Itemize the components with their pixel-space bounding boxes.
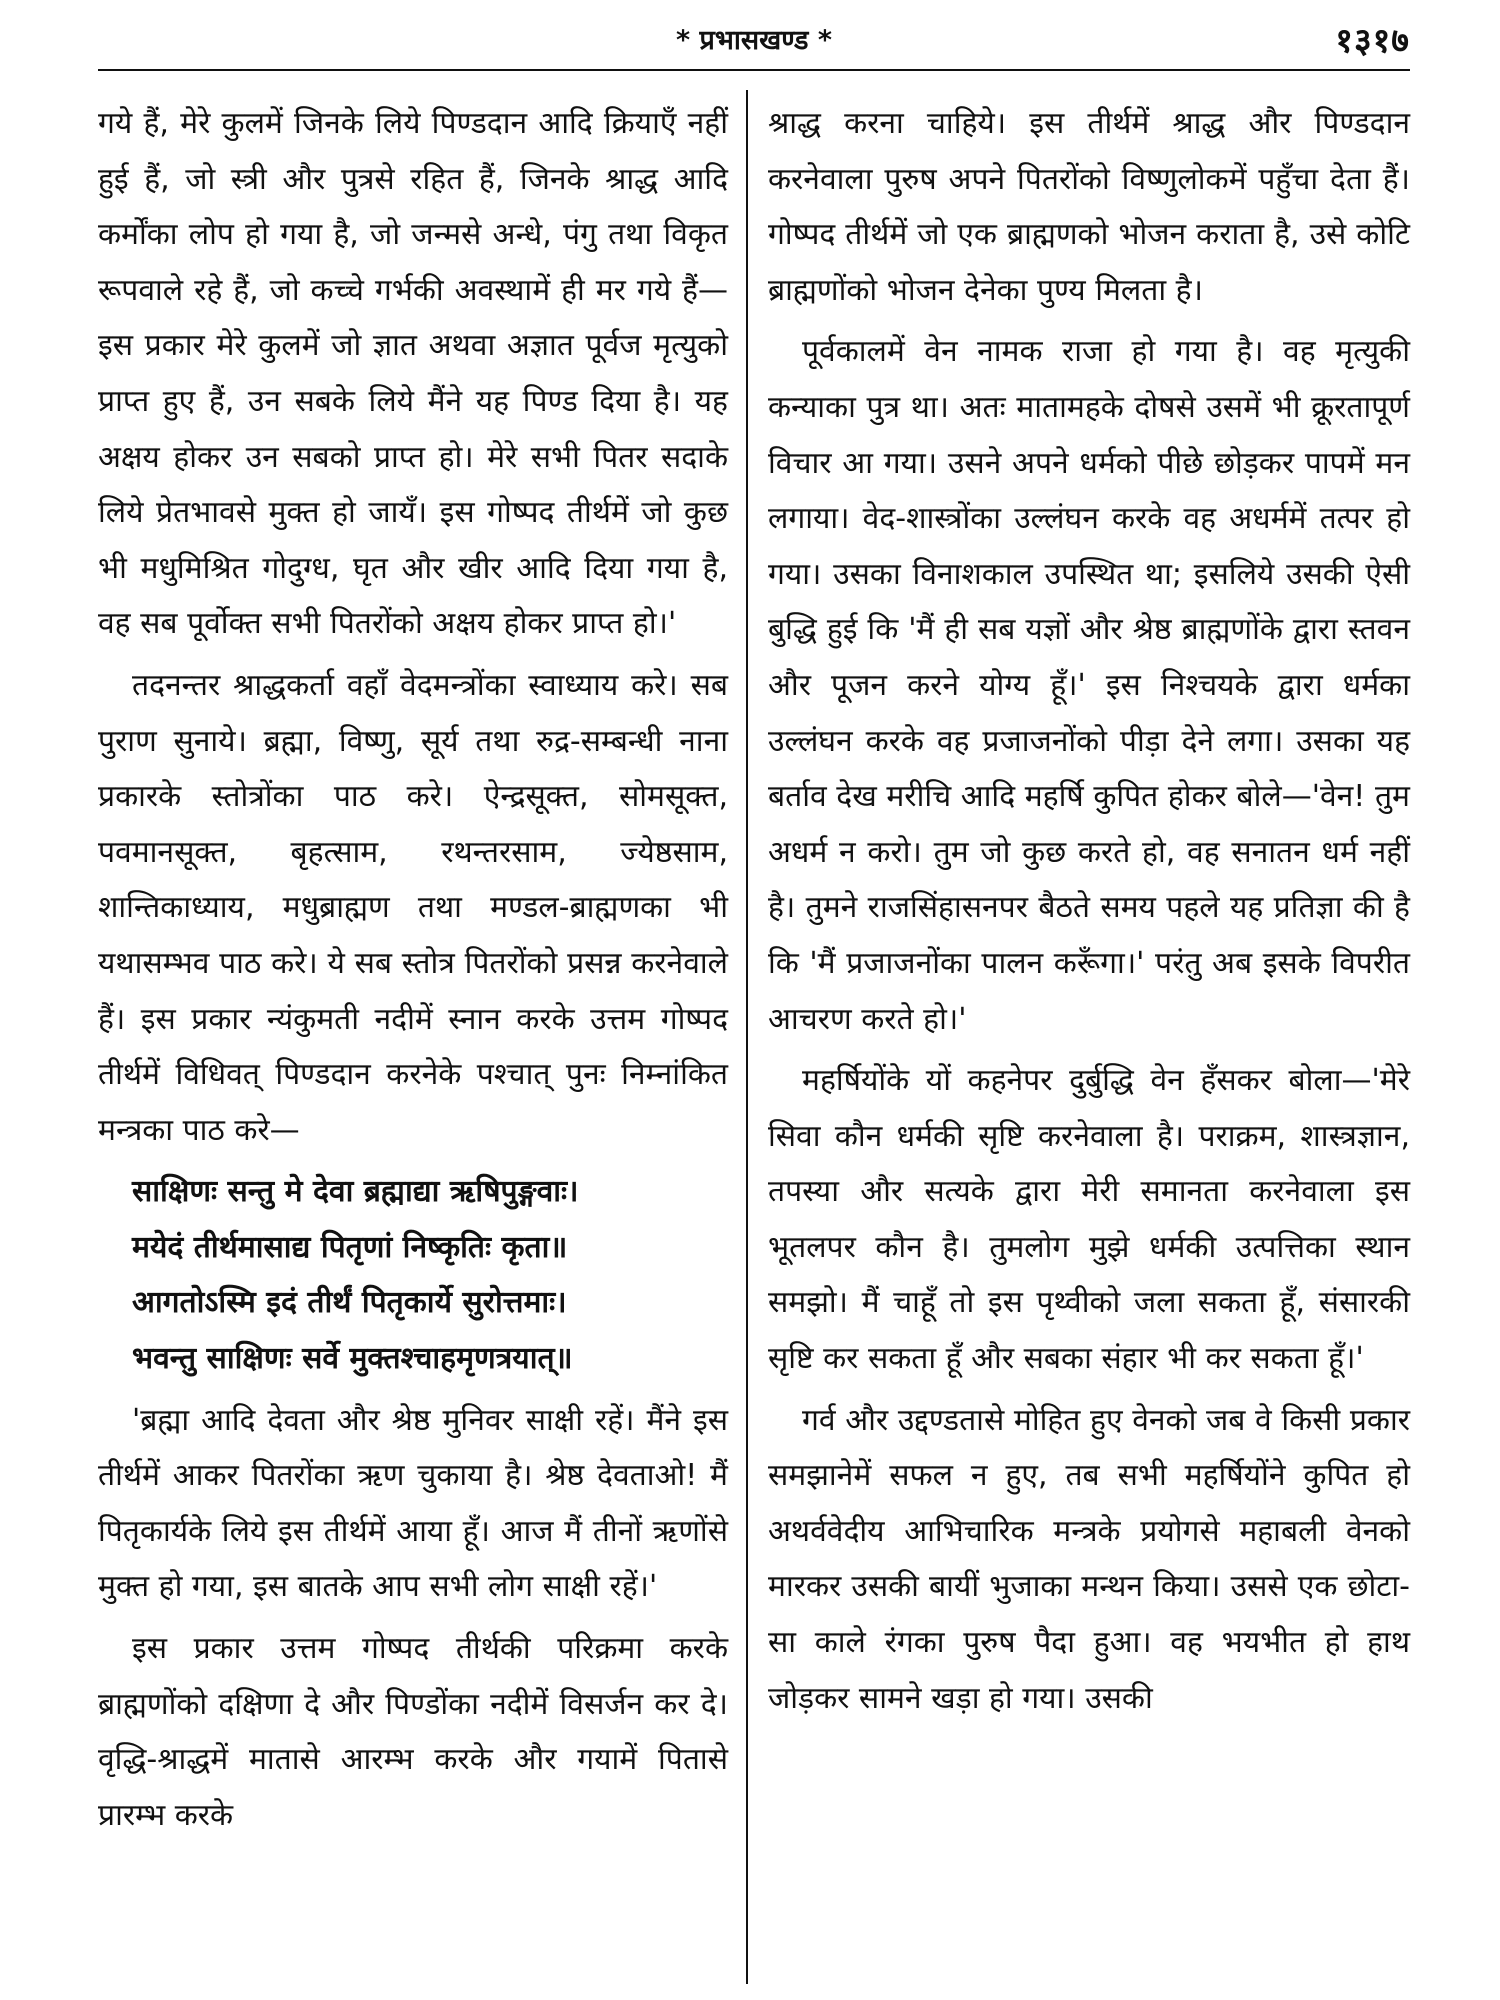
right-paragraph-1: श्राद्ध करना चाहिये। इस तीर्थमें श्राद्ध और पिण्डदान करनेवाला पुरुष अपने पितरोंको विष्णुलोकमें पहुँचा देता हैं। गोष्पद तीर्थमें जो एक ब्राह्मणको भोजन कराता है, उसे कोटि ब्राह्मणोंको भोजन देनेका पुण्य मिलता है। bbox=[768, 106, 1410, 308]
verse-line-2: मयेदं तीर्थमासाद्य पितृणां निष्कृतिः कृता॥ bbox=[132, 1229, 568, 1265]
left-paragraph-1: गये हैं, मेरे कुलमें जिनके लिये पिण्डदान आदि क्रियाएँ नहीं हुई हैं, जो स्त्री और पुत्रसे रहित हैं, जिनके श्राद्ध आदि कर्मोंका लोप हो गया है, जो जन्मसे अन्धे, पंगु तथा विकृत रूपवाले रहे हैं, जो कच्चे गर्भकी अवस्थामें ही मर गये हैं— इस प्रकार मेरे कुलमें जो ज्ञात अथवा अज्ञात पूर्वज मृत्युको प्राप्त हुए हैं, उन सबके लिये मैंने यह पिण्ड दिया है। यह अक्षय होकर उन सबको प्राप्त हो। मेरे सभी पितर सदाके लिये प्रेतभावसे मुक्त हो जायँ। इस गोष्पद तीर्थमें जो कुछ भी मधुमिश्रित गोदुग्ध, घृत और खीर आदि दिया गया है, वह सब पूर्वोक्त सभी पितरोंको अक्षय होकर प्राप्त हो।' bbox=[98, 106, 728, 642]
left-paragraph-3: 'ब्रह्मा आदि देवता और श्रेष्ठ मुनिवर साक्षी रहें। मैंने इस तीर्थमें आकर पितरोंका ऋण चुकाया है। श्रेष्ठ देवताओ! मैं पितृकार्यके लिये इस तीर्थमें आया हूँ। आज मैं तीनों ऋणोंसे मुक्त हो गया, इस बातके आप सभी लोग साक्षी रहें।' bbox=[98, 1402, 728, 1605]
sanskrit-verse bbox=[132, 1164, 728, 1386]
left-column bbox=[98, 96, 728, 1843]
right-paragraph-3: महर्षियोंके यों कहनेपर दुर्बुद्धि वेन हँसकर बोला—'मेरे सिवा कौन धर्मकी सृष्टि करनेवाला है। पराक्रम, शास्त्रज्ञान, तपस्या और सत्यके द्वारा मेरी समानता करनेवाला इस भूतलपर कौन है। तुमलोग मुझे धर्मकी उत्पत्तिका स्थान समझो। मैं चाहूँ तो इस पृथ्वीको जला सकता हूँ, संसारकी सृष्टि कर सकता हूँ और सबका संहार भी कर सकता हूँ।' bbox=[768, 1063, 1410, 1377]
header-rule bbox=[98, 69, 1410, 71]
left-paragraph-4: इस प्रकार उत्तम गोष्पद तीर्थकी परिक्रमा करके ब्राह्मणोंको दक्षिणा दे और पिण्डोंका नदीमें विसर्जन कर दे। वृद्धि-श्राद्धमें मातासे आरम्भ करके और गयामें पितासे प्रारम्भ करके bbox=[98, 1631, 728, 1833]
page-number: १३१७ bbox=[1335, 21, 1410, 61]
verse-line-1: साक्षिणः सन्तु मे देवा ब्रह्माद्या ऋषिपुङ्गवाः। bbox=[132, 1174, 579, 1210]
right-paragraph-4: गर्व और उद्दण्डतासे मोहित हुए वेनको जब वे किसी प्रकार समझानेमें सफल न हुए, तब सभी महर्षियोंने कुपित हो अथर्ववेदीय आभिचारिक मन्त्रके प्रयोगसे महाबली वेनको मारकर उसकी बायीं भुजाका मन्थन किया। उससे एक छोटा-सा काले रंगका पुरुष पैदा हुआ। वह भयभीत हो हाथ जोड़कर सामने खड़ा हो गया। उसकी bbox=[768, 1402, 1410, 1716]
page-header bbox=[98, 14, 1410, 64]
column-divider bbox=[746, 90, 748, 1984]
section-title: * प्रभासखण्ड * bbox=[676, 25, 832, 56]
right-column bbox=[768, 96, 1410, 1726]
right-paragraph-2: पूर्वकालमें वेन नामक राजा हो गया है। वह मृत्युकी कन्याका पुत्र था। अतः मातामहके दोषसे उसमें भी क्रूरतापूर्ण विचार आ गया। उसने अपने धर्मको पीछे छोड़कर पापमें मन लगाया। वेद-शास्त्रोंका उल्लंघन करके वह अधर्ममें तत्पर हो गया। उसका विनाशकाल उपस्थित था; इसलिये उसकी ऐसी बुद्धि हुई कि 'मैं ही सब यज्ञों और श्रेष्ठ ब्राह्मणोंके द्वारा स्तवन और पूजन करने योग्य हूँ।' इस निश्चयके द्वारा धर्मका उल्लंघन करके वह प्रजाजनोंको पीड़ा देने लगा। उसका यह बर्ताव देख मरीचि आदि महर्षि कुपित होकर बोले—'वेन! तुम अधर्म न करो। तुम जो कुछ करते हो, वह सनातन धर्म नहीं है। तुमने राजसिंहासनपर बैठते समय पहले यह प्रतिज्ञा की है कि 'मैं प्रजाजनोंका पालन करूँगा।' परंतु अब इसके विपरीत आचरण करते हो।' bbox=[768, 334, 1410, 1037]
left-paragraph-2: तदनन्तर श्राद्धकर्ता वहाँ वेदमन्त्रोंका स्वाध्याय करे। सब पुराण सुनाये। ब्रह्मा, विष्णु, सूर्य तथा रुद्र-सम्बन्धी नाना प्रकारके स्तोत्रोंका पाठ करे। ऐन्द्रसूक्त, सोमसूक्त, पवमानसूक्त, बृहत्साम, रथन्तरसाम, ज्येष्ठसाम, शान्तिकाध्याय, मधुब्राह्मण तथा मण्डल-ब्राह्मणका भी यथासम्भव पाठ करे। ये सब स्तोत्र पितरोंको प्रसन्न करनेवाले हैं। इस प्रकार न्यंकुमती नदीमें स्नान करके उत्तम गोष्पद तीर्थमें विधिवत् पिण्डदान करनेके पश्चात् पुनः निम्नांकित मन्त्रका पाठ करे— bbox=[98, 667, 728, 1148]
verse-line-3: आगतोऽस्मि इदं तीर्थं पितृकार्ये सुरोत्तमाः। bbox=[132, 1285, 567, 1321]
verse-line-4: भवन्तु साक्षिणः सर्वे मुक्तश्चाहमृणत्रयात्॥ bbox=[132, 1341, 573, 1377]
